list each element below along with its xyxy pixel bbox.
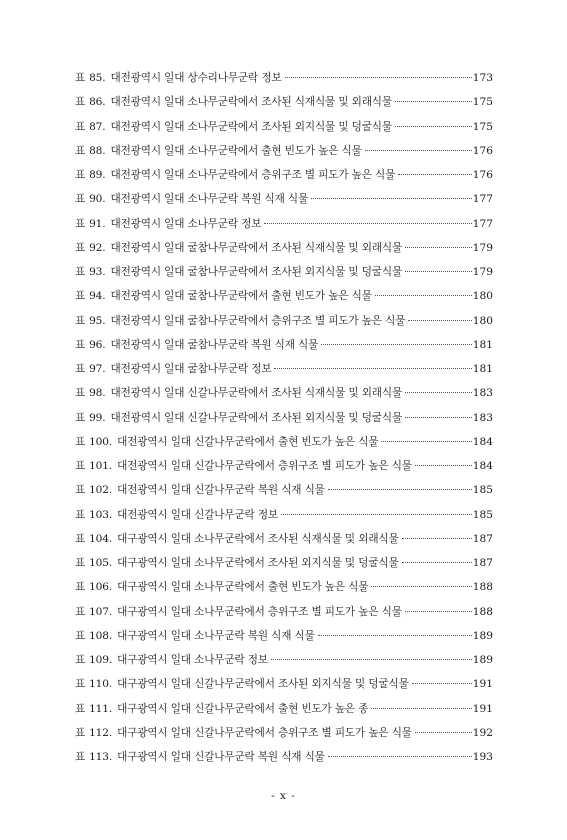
dot-leader [398, 173, 472, 175]
toc-entry-number: 97. [89, 363, 106, 375]
dot-leader [271, 658, 472, 660]
toc-entry-title: 대구광역시 일대 소나무군락에서 출현 빈도가 높은 식물 [117, 581, 369, 594]
toc-entry-number: 101. [89, 460, 113, 472]
toc-entry-label [75, 333, 318, 357]
toc-entry-title: 대전광역시 일대 소나무군락에서 층위구조 별 피도가 높은 식물 [110, 169, 396, 181]
toc-entry[interactable] [75, 357, 493, 381]
toc-entry-page-number: 180 [472, 290, 493, 303]
toc-entry[interactable] [75, 575, 493, 599]
toc-entry-page-number: 177 [472, 217, 493, 230]
toc-entry-title: 대전광역시 일대 신갈나무군락에서 출현 빈도가 높은 식물 [117, 435, 379, 448]
toc-entry-label [75, 478, 325, 502]
toc-entry-prefix: 표 [75, 581, 86, 594]
dot-leader [395, 125, 472, 127]
toc-entry-number: 107. [89, 605, 113, 618]
toc-entry-page-number: 179 [472, 241, 493, 254]
toc-entry-page-number: 187 [472, 532, 493, 545]
toc-entry-page-number: 183 [472, 411, 493, 424]
toc-entry-title: 대구광역시 일대 소나무군락 복원 식재 식물 [117, 629, 315, 642]
toc-entry-prefix: 표 [75, 435, 86, 448]
toc-entry-title: 대전광역시 일대 상수리나무군락 정보 [110, 72, 282, 84]
toc-entry-label [75, 697, 368, 721]
toc-entry-page-number: 193 [472, 751, 493, 763]
toc-entry-prefix: 표 [75, 726, 86, 739]
toc-entry-label [75, 381, 402, 405]
toc-entry-page-number: 180 [472, 314, 493, 327]
toc-entry-label [75, 648, 268, 672]
toc-entry-number: 94. [89, 290, 106, 303]
toc-entry-prefix: 표 [75, 217, 86, 230]
toc-entry-number: 86. [89, 96, 106, 109]
dot-leader [412, 682, 472, 684]
toc-entry-number: 89. [89, 169, 106, 181]
toc-entry-label [75, 260, 402, 284]
toc-entry-page-number: 175 [472, 120, 493, 133]
toc-entry-page-number: 189 [472, 654, 493, 666]
toc-entry-prefix: 표 [75, 169, 86, 181]
dot-leader [281, 513, 472, 515]
dot-leader [321, 343, 472, 345]
toc-entry-number: 91. [89, 217, 106, 230]
toc-entry-number: 87. [89, 120, 106, 133]
toc-entry-label [75, 600, 402, 624]
toc-entry-title: 대전광역시 일대 굴참나무군락 복원 식재 식물 [110, 338, 319, 351]
toc-entry[interactable] [75, 478, 493, 502]
toc-entry[interactable] [75, 163, 493, 187]
toc-entry-number: 105. [89, 557, 113, 569]
toc-entry-title: 대전광역시 일대 굴참나무군락 정보 [110, 363, 272, 375]
toc-entry-page-number: 184 [472, 435, 493, 448]
toc-entry-prefix: 표 [75, 193, 86, 206]
toc-entry-page-number: 179 [472, 266, 493, 278]
toc-entry-number: 102. [89, 484, 113, 497]
toc-entry-prefix: 표 [75, 96, 86, 109]
toc-entry-number: 100. [89, 435, 113, 448]
toc-entry-number: 90. [89, 193, 106, 206]
toc-entry-title: 대전광역시 일대 신갈나무군락에서 조사된 외지식물 및 덩굴식물 [110, 411, 403, 424]
toc-entry-label [75, 454, 412, 478]
toc-entry-number: 112. [89, 726, 113, 739]
toc-entry-page-number: 191 [472, 702, 493, 715]
toc-entry-prefix: 표 [75, 484, 86, 497]
toc-entry-label [75, 624, 315, 648]
toc-entry-title: 대전광역시 일대 신갈나무군락에서 층위구조 별 피도가 높은 식물 [117, 460, 412, 472]
dot-leader [328, 488, 472, 490]
toc-entry[interactable] [75, 333, 493, 357]
toc-entry[interactable] [75, 624, 493, 648]
dot-leader [405, 270, 472, 272]
toc-entry-prefix: 표 [75, 557, 86, 569]
dot-leader [405, 610, 472, 612]
dot-leader [274, 367, 471, 369]
toc-entry-title: 대구광역시 일대 소나무군락에서 층위구조 별 피도가 높은 식물 [117, 605, 402, 618]
toc-entry-number: 103. [89, 508, 113, 521]
toc-entry-page-number: 177 [472, 193, 493, 206]
toc-entry[interactable] [75, 600, 493, 624]
toc-entry-prefix: 표 [75, 629, 86, 642]
toc-entry-prefix: 표 [75, 751, 86, 763]
toc-entry-label [75, 721, 412, 745]
toc-entry-number: 88. [89, 144, 106, 157]
toc-entry[interactable] [75, 406, 493, 430]
dot-leader [415, 731, 472, 733]
toc-entry-number: 96. [89, 338, 106, 351]
toc-entry-label [75, 503, 278, 527]
dot-leader [402, 561, 472, 563]
toc-entry[interactable] [75, 697, 493, 721]
dot-leader [395, 100, 472, 102]
toc-entry-prefix: 표 [75, 678, 86, 691]
toc-entry-prefix: 표 [75, 411, 86, 424]
toc-entry-page-number: 184 [472, 460, 493, 472]
toc-entry-title: 대구광역시 일대 신갈나무군락에서 조사된 외지식물 및 덩굴식물 [117, 678, 409, 691]
toc-entry[interactable] [75, 672, 493, 696]
dot-leader [405, 246, 472, 248]
toc-entry-label [75, 357, 271, 381]
toc-entry-number: 108. [89, 629, 113, 642]
toc-entry[interactable] [75, 66, 493, 90]
toc-entry-title: 대전광역시 일대 소나무군락에서 조사된 외지식물 및 덩굴식물 [110, 120, 392, 133]
toc-entry-page-number: 175 [472, 96, 493, 109]
toc-entry-page-number: 188 [472, 605, 493, 618]
toc-entry[interactable] [75, 503, 493, 527]
toc-entry-number: 93. [89, 266, 106, 278]
dot-leader [405, 416, 472, 418]
dot-leader [264, 222, 471, 224]
toc-entry-prefix: 표 [75, 72, 86, 84]
toc-entry-page-number: 188 [472, 581, 493, 594]
toc-entry-label [75, 115, 392, 139]
toc-entry-page-number: 185 [472, 508, 493, 521]
toc-entry-prefix: 표 [75, 460, 86, 472]
dot-leader [402, 537, 472, 539]
toc-entry[interactable] [75, 527, 493, 551]
toc-entry[interactable] [75, 721, 493, 745]
toc-entry[interactable] [75, 309, 493, 333]
toc-entry-page-number: 173 [472, 72, 493, 84]
toc-entry-page-number: 192 [472, 726, 493, 739]
toc-entry-title: 대전광역시 일대 굴참나무군락에서 조사된 식재식물 및 외래식물 [110, 241, 403, 254]
toc-entry-title: 대전광역시 일대 굴참나무군락에서 조사된 외지식물 및 덩굴식물 [110, 266, 403, 278]
toc-entry[interactable] [75, 284, 493, 308]
dot-leader [415, 464, 472, 466]
toc-entry-label [75, 430, 378, 454]
toc-entry[interactable] [75, 648, 493, 672]
dot-leader [285, 76, 472, 78]
toc-entry-page-number: 191 [472, 678, 493, 691]
toc-entry-prefix: 표 [75, 120, 86, 133]
toc-entry-number: 111. [89, 702, 113, 715]
toc-entry-title: 대전광역시 일대 신갈나무군락 정보 [117, 508, 278, 521]
toc-entry-page-number: 181 [472, 338, 493, 351]
toc-entry-number: 99. [89, 411, 106, 424]
toc-entry-label [75, 236, 402, 260]
toc-entry-number: 98. [89, 387, 106, 400]
toc-entry-label [75, 187, 308, 211]
dot-leader [405, 391, 472, 393]
toc-entry-prefix: 표 [75, 605, 86, 618]
toc-entry-prefix: 표 [75, 266, 86, 278]
toc-entry-page-number: 189 [472, 629, 493, 642]
toc-entry[interactable] [75, 745, 493, 769]
toc-entry-prefix: 표 [75, 290, 86, 303]
toc-entry-prefix: 표 [75, 144, 86, 157]
toc-entry-prefix: 표 [75, 338, 86, 351]
toc-entry-prefix: 표 [75, 702, 86, 715]
toc-entry-title: 대전광역시 일대 소나무군락에서 출현 빈도가 높은 식물 [110, 144, 362, 157]
dot-leader [408, 319, 471, 321]
toc-entry-number: 92. [89, 241, 106, 254]
toc-entry[interactable] [75, 551, 493, 575]
toc-entry-number: 85. [89, 72, 106, 84]
dot-leader [375, 294, 472, 296]
dot-leader [381, 440, 471, 442]
toc-entry-title: 대전광역시 일대 소나무군락 정보 [110, 217, 262, 230]
toc-entry-label [75, 66, 282, 90]
toc-entry-page-number: 183 [472, 387, 493, 400]
page-number: - x - [271, 790, 296, 802]
toc-entry-label [75, 745, 325, 769]
toc-entry[interactable] [75, 236, 493, 260]
toc-entry-title: 대전광역시 일대 소나무군락 복원 식재 식물 [110, 193, 309, 206]
toc-entry[interactable] [75, 454, 493, 478]
toc-entry[interactable] [75, 212, 493, 236]
toc-entry-label [75, 163, 395, 187]
toc-entry-prefix: 표 [75, 654, 86, 666]
toc-entry-page-number: 185 [472, 484, 493, 497]
toc-entry-label [75, 309, 405, 333]
toc-entry-number: 106. [89, 581, 113, 594]
toc-entry-page-number: 181 [472, 363, 493, 375]
toc-entry[interactable] [75, 260, 493, 284]
toc-entry-label [75, 406, 402, 430]
toc-entry-page-number: 176 [472, 169, 493, 181]
dot-leader [371, 585, 471, 587]
toc-entry-title: 대구광역시 일대 소나무군락에서 조사된 외지식물 및 덩굴식물 [117, 557, 399, 569]
toc-entry-title: 대구광역시 일대 신갈나무군락 복원 식재 식물 [117, 751, 325, 763]
toc-entry-title: 대구광역시 일대 신갈나무군락에서 층위구조 별 피도가 높은 식물 [117, 726, 412, 739]
toc-entry-label [75, 212, 261, 236]
toc-entry-prefix: 표 [75, 314, 86, 327]
toc-entry-prefix: 표 [75, 241, 86, 254]
toc-entry-title: 대전광역시 일대 신갈나무군락 복원 식재 식물 [117, 484, 325, 497]
toc-entry-title: 대전광역시 일대 소나무군락에서 조사된 식재식물 및 외래식물 [110, 96, 392, 109]
table-of-tables-list [75, 66, 493, 769]
dot-leader [328, 755, 472, 757]
dot-leader [311, 197, 472, 199]
toc-entry[interactable] [75, 139, 493, 163]
toc-entry-title: 대구광역시 일대 소나무군락에서 조사된 식재식물 및 외래식물 [117, 532, 399, 545]
toc-entry-label [75, 90, 392, 114]
toc-entry-label [75, 284, 372, 308]
toc-entry-title: 대구광역시 일대 소나무군락 정보 [117, 654, 268, 666]
toc-entry-label [75, 575, 368, 599]
toc-entry-prefix: 표 [75, 532, 86, 545]
toc-entry-label [75, 139, 362, 163]
toc-entry-prefix: 표 [75, 387, 86, 400]
toc-entry[interactable] [75, 381, 493, 405]
dot-leader [371, 707, 471, 709]
toc-entry-label [75, 551, 399, 575]
toc-entry-prefix: 표 [75, 363, 86, 375]
toc-entry-number: 95. [89, 314, 106, 327]
toc-entry-number: 113. [89, 751, 113, 763]
toc-entry-number: 104. [89, 532, 113, 545]
toc-entry[interactable] [75, 90, 493, 114]
toc-entry-title: 대전광역시 일대 굴참나무군락에서 출현 빈도가 높은 식물 [110, 290, 372, 303]
toc-entry[interactable] [75, 115, 493, 139]
dot-leader [318, 634, 472, 636]
toc-entry[interactable] [75, 187, 493, 211]
toc-entry-page-number: 187 [472, 557, 493, 569]
toc-entry-title: 대전광역시 일대 신갈나무군락에서 조사된 식재식물 및 외래식물 [110, 387, 403, 400]
toc-entry-title: 대전광역시 일대 굴참나무군락에서 층위구조 별 피도가 높은 식물 [110, 314, 406, 327]
toc-entry-number: 110. [89, 678, 113, 691]
toc-entry-prefix: 표 [75, 508, 86, 521]
toc-entry-number: 109. [89, 654, 113, 666]
toc-entry-title: 대구광역시 일대 신갈나무군락에서 출현 빈도가 높은 종 [117, 702, 369, 715]
toc-entry-label [75, 672, 409, 696]
dot-leader [365, 149, 472, 151]
toc-entry-page-number: 176 [472, 144, 493, 157]
toc-entry-label [75, 527, 399, 551]
toc-entry[interactable] [75, 430, 493, 454]
